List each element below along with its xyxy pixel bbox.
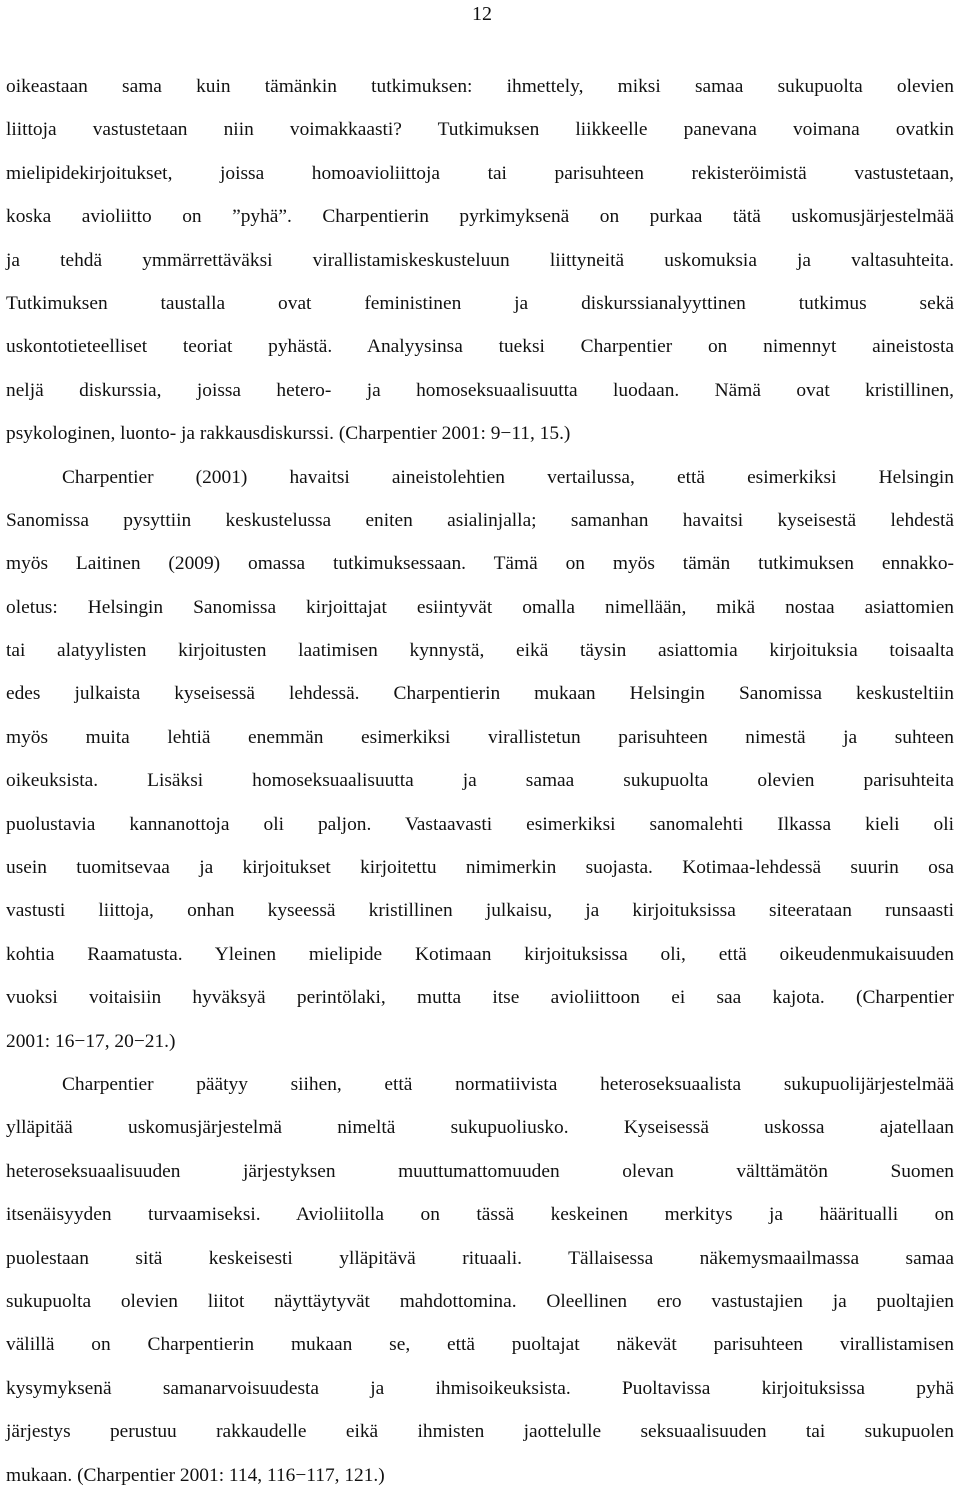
text-line: ylläpitää uskomusjärjestelmä nimeltä sukupuoliusko. Kyseisessä uskossa ajatellaan: [6, 1117, 954, 1139]
text-line: heteroseksuaalisuuden järjestyksen muuttumattomuuden olevan välttämätön Suomen: [6, 1160, 954, 1182]
text-line: psykologinen, luonto- ja rakkausdiskurssi. (Charpentier 2001: 9−11, 15.): [6, 423, 571, 445]
text-line: itsenäisyyden turvaamiseksi. Avioliitolla on tässä keskeinen merkitys ja hääritualli on: [6, 1204, 954, 1226]
text-line: puolestaan sitä keskeisesti ylläpitävä rituaali. Tällaisessa näkemysmaailmassa samaa: [6, 1247, 954, 1269]
text-line: vastusti liittoja, onhan kyseessä kristillinen julkaisu, ja kirjoituksissa siteerataan runsaasti: [6, 900, 954, 922]
text-line: kohtia Raamatusta. Yleinen mielipide Kotimaan kirjoituksissa oli, että oikeudenmukaisuuden: [6, 943, 954, 965]
text-line: koska avioliitto on ”pyhä”. Charpentierin pyrkimyksenä on purkaa tätä uskomusjärjestelmää: [6, 206, 954, 228]
text-line: oikeuksista. Lisäksi homoseksuaalisuutta ja samaa sukupuolta olevien parisuhteita: [6, 770, 954, 792]
text-line: Charpentier päätyy siihen, että normatiivista heteroseksuaalista sukupuolijärjestelmää: [62, 1073, 954, 1095]
text-line: kysymyksenä samanarvoisuudesta ja ihmisoikeuksista. Puoltavissa kirjoituksissa pyhä: [6, 1377, 954, 1399]
text-line: usein tuomitsevaa ja kirjoitukset kirjoitettu nimimerkin suojasta. Kotimaa-lehdessä suurin osa: [6, 857, 954, 879]
text-line: mukaan. (Charpentier 2001: 114, 116−117, 121.): [6, 1464, 385, 1486]
text-line: myös Laitinen (2009) omassa tutkimuksessaan. Tämä on myös tämän tutkimuksen ennakko-: [6, 553, 954, 575]
text-line: Charpentier (2001) havaitsi aineistolehtien vertailussa, että esimerkiksi Helsingin: [62, 466, 954, 488]
text-line: oletus: Helsingin Sanomissa kirjoittajat esiintyvät omalla nimellään, mikä nostaa asiattomien: [6, 596, 954, 618]
text-line: myös muita lehtiä enemmän esimerkiksi virallistetun parisuhteen nimestä ja suhteen: [6, 726, 954, 748]
text-line: edes julkaista kyseisessä lehdessä. Charpentierin mukaan Helsingin Sanomissa keskusteltiin: [6, 683, 954, 705]
text-line: oikeastaan sama kuin tämänkin tutkimuksen: ihmettely, miksi samaa sukupuolta olevien: [6, 76, 954, 97]
text-line: 2001: 16−17, 20−21.): [6, 1030, 176, 1052]
page-number: 12: [472, 3, 492, 25]
body-text: [6, 65, 954, 1497]
text-line: uskontotieteelliset teoriat pyhästä. Analyysinsa tueksi Charpentier on nimennyt aineistosta: [6, 336, 954, 358]
text-line: Tutkimuksen taustalla ovat feministinen ja diskurssianalyyttinen tutkimus sekä: [6, 292, 954, 314]
text-line: puolustavia kannanottoja oli paljon. Vastaavasti esimerkiksi sanomalehti Ilkassa kieli oli: [6, 813, 954, 835]
text-line: ja tehdä ymmärrettäväksi virallistamiskeskusteluun liittyneitä uskomuksia ja valtasuhteita.: [6, 249, 954, 271]
text-line: vuoksi voitaisiin hyväksyä perintölaki, mutta itse avioliittoon ei saa kajota. (Charpentier: [6, 987, 954, 1009]
text-line: välillä on Charpentierin mukaan se, että puoltajat näkevät parisuhteen virallistamisen: [6, 1334, 954, 1356]
text-line: sukupuolta olevien liitot näyttäytyvät mahdottomina. Oleellinen ero vastustajien ja puoltajien: [6, 1290, 954, 1312]
text-line: liittoja vastustetaan niin voimakkaasti? Tutkimuksen liikkeelle panevana voimana ovatkin: [6, 119, 954, 141]
text-line: tai alatyylisten kirjoitusten laatimisen kynnystä, eikä täysin asiattomia kirjoituksia toisaalta: [6, 640, 954, 662]
text-line: Sanomissa pysyttiin keskustelussa eniten asialinjalla; samanhan havaitsi kyseisestä lehdestä: [6, 509, 954, 531]
text-line: mielipidekirjoitukset, joissa homoavioliittoja tai parisuhteen rekisteröimistä vastustetaan,: [6, 162, 954, 184]
text-line: järjestys perustuu rakkaudelle eikä ihmisten jaottelulle seksuaalisuuden tai sukupuolen: [6, 1421, 954, 1443]
text-line: neljä diskurssia, joissa hetero- ja homoseksuaalisuutta luodaan. Nämä ovat kristillinen,: [6, 379, 954, 401]
